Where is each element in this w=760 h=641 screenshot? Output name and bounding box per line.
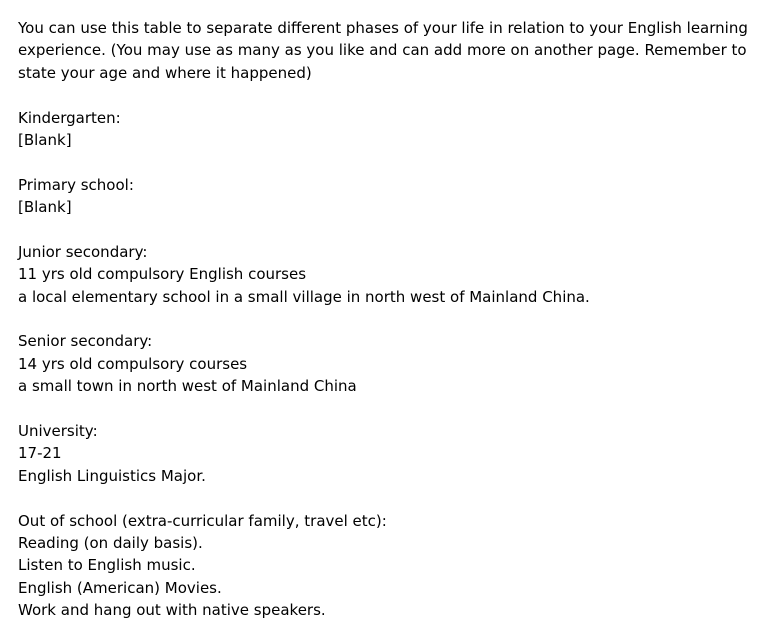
section-junior-secondary [18,241,748,308]
section-heading: Primary school: [18,175,134,194]
section-heading: Junior secondary: [18,242,148,261]
section-heading: Senior secondary: [18,332,153,351]
document-body [18,17,748,622]
section-heading: Kindergarten: [18,108,121,127]
section-line: Listen to English music. [18,556,196,575]
blank-line [18,487,748,509]
intro-line: experience. (You may use as many as you like and can add more on another page. Remember to [18,41,747,60]
section-line: English Linguistics Major. [18,466,206,485]
section-line: a local elementary school in a small village in north west of Mainland China. [18,287,590,306]
blank-line [18,84,748,106]
section-line: [Blank] [18,130,72,149]
section-kindergarten [18,107,748,152]
blank-line [18,398,748,420]
section-line: Reading (on daily basis). [18,533,203,552]
section-primary-school [18,174,748,219]
intro-line: You can use this table to separate different phases of your life in relation to your English learning [18,19,748,37]
section-line: 11 yrs old compulsory English courses [18,265,307,284]
blank-line [18,219,748,241]
section-line: a small town in north west of Mainland China [18,377,357,396]
section-university [18,420,748,487]
section-line: 17-21 [18,444,62,463]
section-senior-secondary [18,330,748,397]
section-heading: University: [18,422,98,441]
section-line: [Blank] [18,198,72,217]
intro-line: state your age and where it happened) [18,63,312,82]
section-line: 14 yrs old compulsory courses [18,354,248,373]
blank-line [18,308,748,330]
intro-paragraph [18,17,748,84]
section-line: English (American) Movies. [18,578,222,597]
section-out-of-school [18,510,748,622]
section-heading: Out of school (extra-curricular family, travel etc): [18,511,387,530]
section-line: Work and hang out with native speakers. [18,601,326,620]
blank-line [18,151,748,173]
